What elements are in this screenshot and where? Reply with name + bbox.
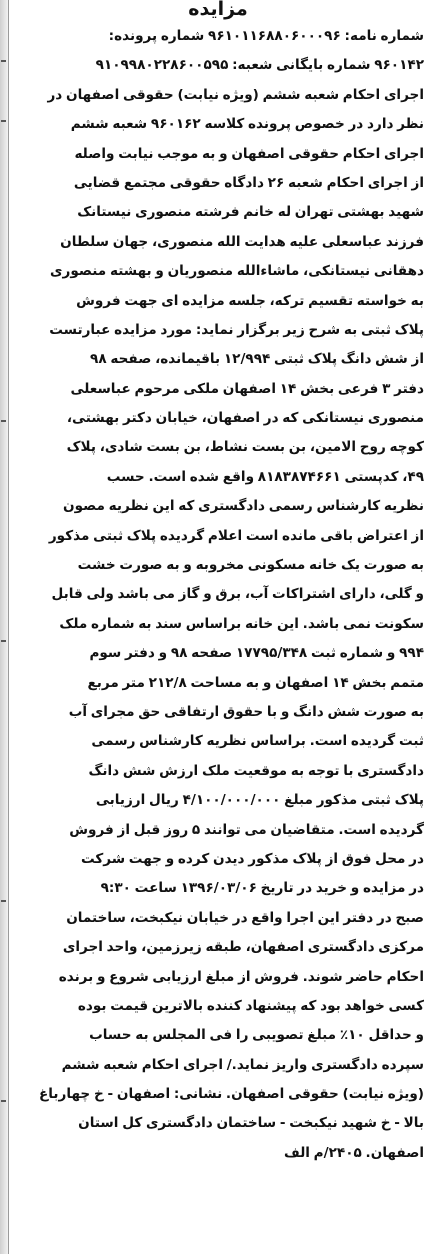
notice-line: در محل فوق از پلاک مذکور دیدن کرده و جهت شرکت	[80, 850, 424, 867]
notice-line: پلاک ثبتی به شرح زیر برگزار نماید: مورد مزایده عبارتست	[49, 321, 424, 338]
notice-line: گردیده است. متقاضیان می توانند ۵ روز قبل از فروش	[69, 821, 424, 838]
notice-line: اجرای احکام شعبه ششم (ویژه نیابت) حقوقی اصفهان در	[47, 86, 424, 103]
notice-line: از اجرای احکام شعبه ۲۶ دادگاه حقوقی مجتمع قضایی	[73, 174, 424, 191]
notice-line: سپرده دادگستری واریز نماید./ اجرای احکام شعبه ششم	[61, 1056, 424, 1073]
notice-body	[10, 22, 424, 1168]
notice-line: ۹۹۴ و شماره ثبت ۱۷۷۹۵/۳۴۸ صفحه ۹۸ و دفتر سوم	[89, 645, 424, 662]
notice-line: دفتر ۳ فرعی بخش ۱۴ اصفهان ملکی مرحوم عباسعلی	[70, 380, 424, 397]
notice-line: متمم بخش ۱۴ اصفهان و به مساحت ۲۱۲/۸ متر مربع	[87, 674, 424, 691]
edge-mark	[1, 120, 6, 122]
notice-line: کوچه روح الامین، بن بست نشاط، بن بست شادی، پلاک	[66, 439, 424, 456]
notice-line: به صورت شش دانگ و با حقوق ارتفاقی حق مجرای آب	[68, 703, 424, 720]
notice-line: کسی خواهد بود که پیشنهاد کننده بالاترین قیمت بوده	[77, 997, 424, 1014]
auction-notice	[10, 0, 426, 1254]
notice-line: پلاک ثبتی مذکور مبلغ ۴/۱۰۰/۰۰۰/۰۰۰ ریال ارزیابی	[95, 792, 424, 809]
edge-mark	[1, 900, 6, 902]
notice-line: صبح در دفتر این اجرا واقع در خیابان نیکبخت، ساختمان	[66, 909, 424, 926]
notice-line: نظریه کارشناس رسمی دادگستری که این نظریه مصون	[62, 498, 424, 515]
page-edge-strip	[0, 0, 9, 1254]
notice-line: فرزند عباسعلی علیه هدایت الله منصوری، جهان سلطان	[60, 233, 424, 250]
notice-line: دهقانی نیستانکی، ماشاءالله منصوریان و بهشته منصوری	[50, 263, 424, 280]
notice-line: و گلی، دارای اشتراکات آب، برق و گاز می باشد ولی قابل	[51, 586, 424, 603]
edge-mark	[1, 420, 6, 422]
notice-line: شماره نامه: ۹۶۱۰۱۱۶۸۸۰۶۰۰۰۹۶ شماره پرونده:	[108, 28, 424, 44]
notice-line: از اعتراض باقی مانده است اعلام گردیده پلاک ثبتی مذکور	[48, 527, 424, 544]
notice-line: در مزایده و خرید در تاریخ ۱۳۹۶/۰۳/۰۶ ساعت ۹:۳۰	[100, 880, 424, 897]
notice-line: سکونت نمی باشد. این خانه براساس سند به شماره ملک	[59, 615, 424, 632]
notice-line: به خواسته تقسیم ترکه، جلسه مزایده ای جهت فروش	[76, 292, 424, 309]
edge-mark	[1, 1100, 6, 1102]
notice-line: ثبت گردیده است. براساس نظریه کارشناس رسمی	[91, 733, 424, 750]
notice-line: بالا - خ شهید نیکبخت - ساختمان دادگستری کل استان	[78, 1115, 424, 1132]
notice-line: ۴۹، کدپستی ۸۱۸۳۸۷۴۶۶۱ واقع شده است. حسب	[106, 468, 424, 485]
edge-mark	[1, 640, 6, 642]
notice-title: مزایده	[188, 0, 248, 20]
notice-line: دادگستری با توجه به موقعیت ملک ارزش شش دانگ	[88, 762, 424, 779]
notice-line: احکام حاضر شوند. فروش از مبلغ ارزیابی شروع و برنده	[58, 968, 424, 985]
notice-line: از شش دانگ پلاک ثبتی ۱۲/۹۹۴ باقیمانده، صفحه ۹۸	[90, 351, 424, 368]
notice-line: به صورت یک خانه مسکونی مخروبه و به صورت خشت	[77, 557, 424, 574]
notice-line: و حداقل ۱۰٪ مبلغ تصویبی را فی المجلس به حساب	[89, 1027, 424, 1044]
notice-line: اجرای احکام حقوقی اصفهان و به موجب نیابت واصله	[74, 145, 424, 162]
notice-line: ۹۶۰۱۴۲ شماره بایگانی شعبه: ۹۱۰۹۹۸۰۲۲۸۶۰۰۵۹۵	[95, 57, 424, 74]
notice-line: (ویژه نیابت) حقوقی اصفهان. نشانی: اصفهان - خ چهارباغ	[39, 1086, 424, 1103]
notice-line: شهید بهشتی تهران له خانم فرشته منصوری نیستانک	[77, 204, 424, 221]
notice-line: اصفهان. ۲۴۰۵/م الف	[284, 1144, 424, 1161]
notice-line: مرکزی دادگستری اصفهان، طبقه زیرزمین، واحد اجرای	[62, 939, 424, 956]
edge-mark	[1, 60, 6, 62]
notice-line: نظر دارد در خصوص پرونده کلاسه ۹۶۰۱۶۲ شعبه ششم	[70, 116, 424, 133]
notice-line: منصوری نیستانکی که در اصفهان، خیابان دکتر بهشتی،	[66, 410, 424, 427]
